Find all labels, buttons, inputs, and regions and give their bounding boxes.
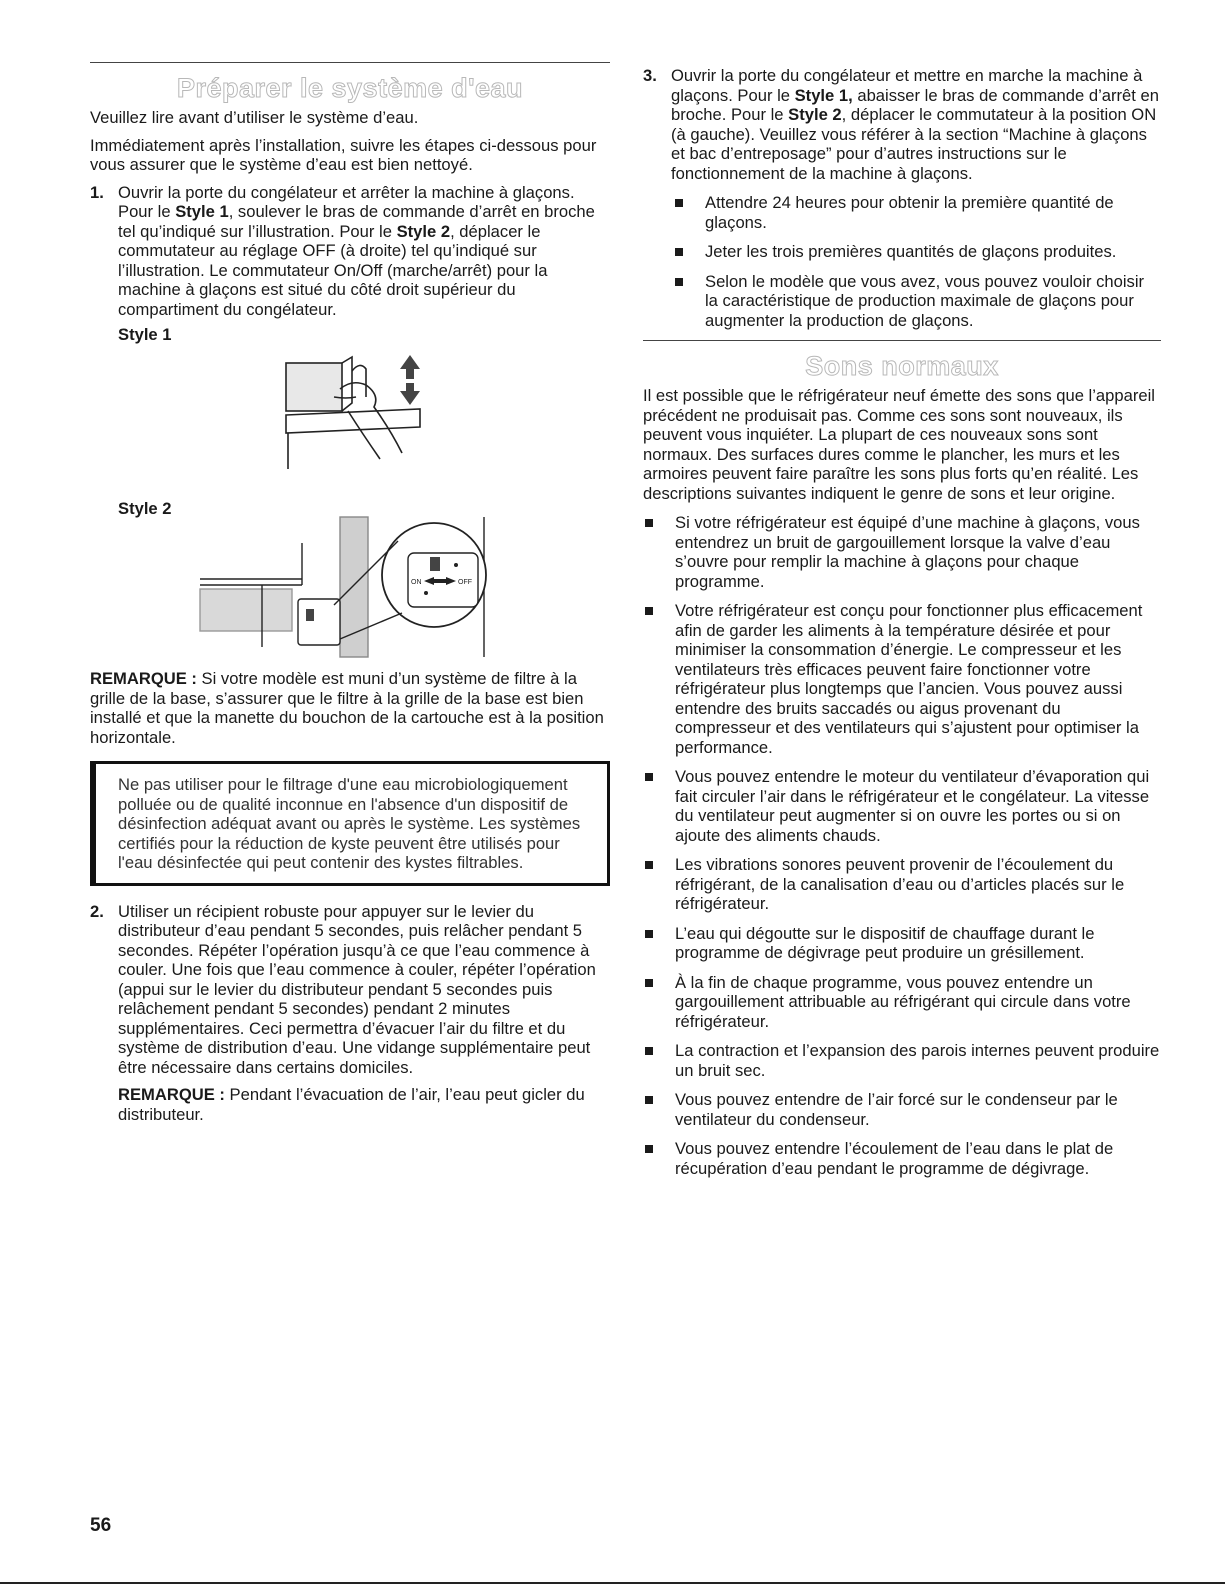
arrow-down-icon [400,383,420,405]
list-item: L’eau qui dégoutte sur le dispositif de chauffage durant le programme de dégivrage peut produire un grésillement. [643,924,1161,963]
list-item: Jeter les trois premières quantités de glaçons produites. [673,242,1161,262]
list-item: La contraction et l’expansion des parois internes peuvent produire un bruit sec. [643,1041,1161,1080]
bullet-square-icon [645,1096,653,1104]
step-2: 2. Utiliser un récipient robuste pour appuyer sur le levier du distributeur d’eau pendant 5 secondes, puis relâcher pendant 5 secondes. Répéter l’opération jusqu’à ce que l’eau commence à couler. Une fois que l’eau commence à couler, répéter l’opération (appui sur le levier du distributeur pendant 5 secondes puis relâchement pendant 5 secondes) pendant 2 minutes supplémentaires. Ceci permettra d’évacuer l’air du filtre et du système de distribution d’eau. Une vidange supplémentaire peut être nécessaire dans certains domiciles. REMARQUE : Pendant l’évacuation de l’air, l’eau peut gicler du distributeur. [90,902,610,1125]
step-2-note: REMARQUE : Pendant l’évacuation de l’air, l’eau peut gicler du distributeur. [118,1085,585,1124]
list-item: À la fin de chaque programme, vous pouvez entendre un gargouillement attribuable au réfrigérant qui circule dans votre réfrigérateur. [643,973,1161,1032]
bullet-square-icon [645,519,653,527]
style-2-label: Style 2 [118,499,172,518]
switch-off-label: OFF [458,579,472,586]
section-heading-water-system: Préparer le système d'eau [176,73,524,103]
bullet-square-icon [675,248,683,256]
intro-paragraph-2: Immédiatement après l’installation, suivre les étapes ci-dessous pour vous assurer que le système d’eau est bien nettoyé. [90,135,597,174]
list-item: Les vibrations sonores peuvent provenir de l’écoulement du réfrigérant, de la canalisation d’eau ou d’articles placés sur le réfrigérateur. [643,855,1161,914]
list-item: Si votre réfrigérateur est équipé d’une machine à glaçons, vous entendrez un bruit de gargouillement lorsque la valve d’eau s’ouvre pour remplir la machine à glaçons pour chaque programme. [643,513,1161,591]
style-1-label: Style 1 [118,325,172,344]
bullet-square-icon [645,1047,653,1055]
step-number: 1. [90,182,104,202]
arrow-up-icon [400,355,420,379]
sounds-intro: Il est possible que le réfrigérateur neuf émette des sons que l’appareil précédent ne produisait pas. Comme ces sons sont nouveaux, ils peuvent vous inquiéter. La plupart de ces nouveaux sons sont normaux. Des surfaces dures comme le plancher, les murs et les armoires peuvent faire paraître les sons plus forts qu’en réalité. Les descriptions suivantes indiquent le genre de sons et leur origine. [643,386,1155,503]
list-item: Vous pouvez entendre le moteur du ventilateur d’évaporation qui fait circuler l’air dans le réfrigérateur et le congélateur. La vitesse du ventilateur peut augmenter si on ouvre les portes ou si on ajoute des aliments chauds. [643,767,1161,845]
sounds-list [643,513,1161,1178]
switch-on-label: ON [411,579,422,586]
step-3: 3. Ouvrir la porte du congélateur et mettre en marche la machine à glaçons. Pour le Style 1, abaisser le bras de commande d’arrêt en broche. Pour le Style 2, déplacer le commutateur à la position ON (à gauche). Veuillez vous référer à la section “Machine à glaçons et bac d’entreposage” pour d’autres instructions sur le fonctionnement de la machine à glaçons. Attendre 24 heures pour obtenir la première quantité de glaçons. Jeter les trois premières quantités de glaçons produites. Selon le modèle que vous avez, vous pouvez vouloir choisir la caractéristique de production maximale de glaçons pour augmenter la production de glaçons. [643,66,1161,330]
list-item: Selon le modèle que vous avez, vous pouvez vouloir choisir la caractéristique de production maximale de glaçons pour augmenter la production de glaçons. [673,272,1161,331]
bullet-square-icon [645,930,653,938]
bullet-square-icon [645,861,653,869]
bullet-square-icon [675,199,683,207]
bullet-square-icon [645,979,653,987]
section-heading-normal-sounds: Sons normaux [805,351,999,381]
style-2-illustration [90,513,610,663]
intro-paragraph: Veuillez lire avant d’utiliser le système d’eau. [90,108,419,127]
warning-box: Ne pas utiliser pour le filtrage d'une eau microbiologiquement polluée ou de qualité inconnue en l'absence d'un dispositif de désinfection adéquat avant ou après le système. Les systèmes certifiés pour la réduction de kyste peuvent être utilisés pour l'eau désinfectée qui peut contenir des kystes filtrables. [90,761,610,886]
bullet-square-icon [645,1145,653,1153]
note-filter-grille: REMARQUE : Si votre modèle est muni d’un système de filtre à la grille de la base, s’assurer que le filtre à la grille de la base est bien installé et que la manette du bouchon de la cartouche est à la position horizontale. [90,669,604,747]
step-number: 3. [643,66,657,85]
step-1: 1. Ouvrir la porte du congélateur et arrêter la machine à glaçons. Pour le Style 1, soulever le bras de commande d’arrêt en broche tel qu’indiqué sur l’illustration. Pour le Style 2, déplacer le commutateur au réglage OFF (à droite) tel qu’indiqué sur l’illustration. Le commutateur On/Off (marche/arrêt) pour la machine à glaçons est situé du côté droit supérieur du compartiment du congélateur. [90,182,595,319]
bullet-square-icon [645,773,653,781]
list-item: Vous pouvez entendre de l’air forcé sur le condenseur par le ventilateur du condenseur. [643,1090,1161,1129]
bullet-square-icon [675,278,683,286]
step-3-bullets [671,193,1161,330]
list-item: Votre réfrigérateur est conçu pour fonctionner plus efficacement afin de garder les aliments à la température désirée et pour minimiser la consommation d’énergie. Le compresseur et les ventilateurs très efficaces peuvent faire fonctionner votre réfrigérateur plus longtemps que l’ancien. Vous pouvez aussi entendre des bruits saccadés ou aigus provenant du compresseur et des ventilateurs qui s’ajustent pour optimiser la performance. [643,601,1161,757]
list-item: Attendre 24 heures pour obtenir la première quantité de glaçons. [673,193,1161,232]
style-1-illustration [90,349,610,489]
left-column [90,62,610,1130]
right-column [643,66,1161,1188]
list-item: Vous pouvez entendre l’écoulement de l’eau dans le plat de récupération d’eau pendant le programme de dégivrage. [643,1139,1161,1178]
bottom-rule [0,1582,1225,1584]
page-number: 56 [90,1515,112,1536]
bullet-square-icon [645,607,653,615]
section-rule [90,62,610,63]
step-number: 2. [90,901,104,921]
section-rule [643,340,1161,341]
